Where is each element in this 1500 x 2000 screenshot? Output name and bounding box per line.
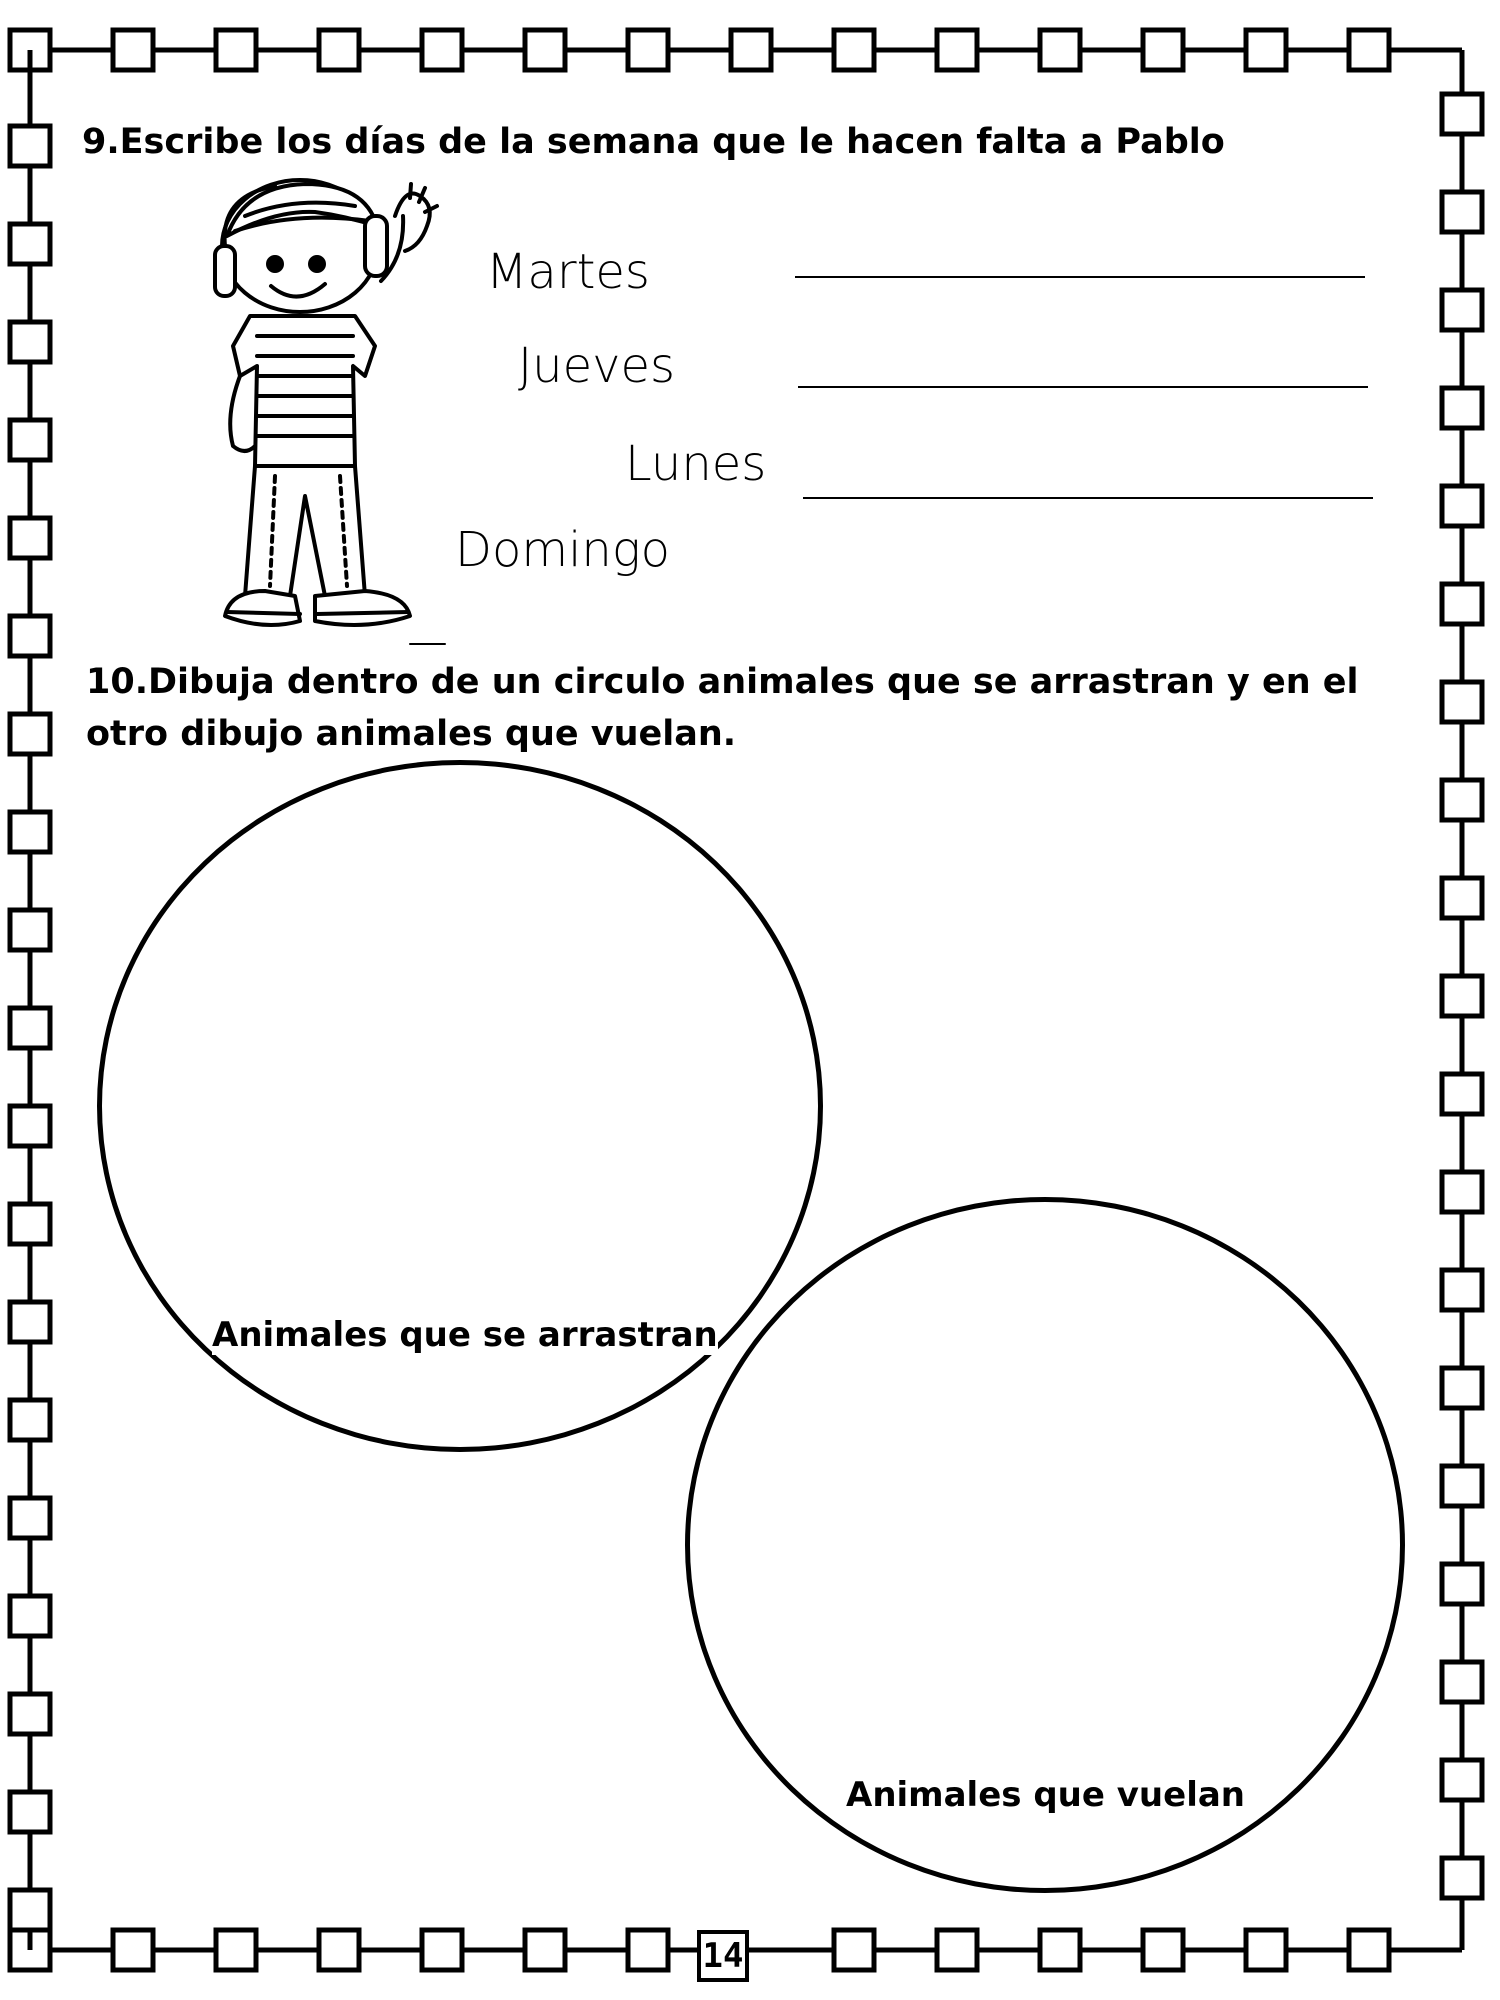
- day-label-3: Lunes: [625, 436, 767, 492]
- boy-illustration: [205, 176, 455, 656]
- day-label-4: Domingo: [455, 522, 671, 578]
- page-number: 14: [697, 1930, 749, 1982]
- day-label-2: Jueves: [518, 338, 676, 394]
- question-10-title: 10.Dibuja dentro de un circulo animales que se arrastran y en el otro dibujo animales que vuelan.: [86, 662, 1359, 754]
- circle-label-crawling: Animales que se arrastran: [212, 1315, 718, 1355]
- answer-line-2[interactable]: [798, 386, 1368, 388]
- question-9-title: 9.Escribe los días de la semana que le hacen falta a Pablo: [82, 122, 1225, 162]
- answer-line-1[interactable]: [795, 276, 1365, 278]
- answer-line-3[interactable]: [803, 497, 1373, 499]
- day-label-1: Martes: [486, 244, 650, 300]
- circle-label-flying: Animales que vuelan: [846, 1775, 1246, 1815]
